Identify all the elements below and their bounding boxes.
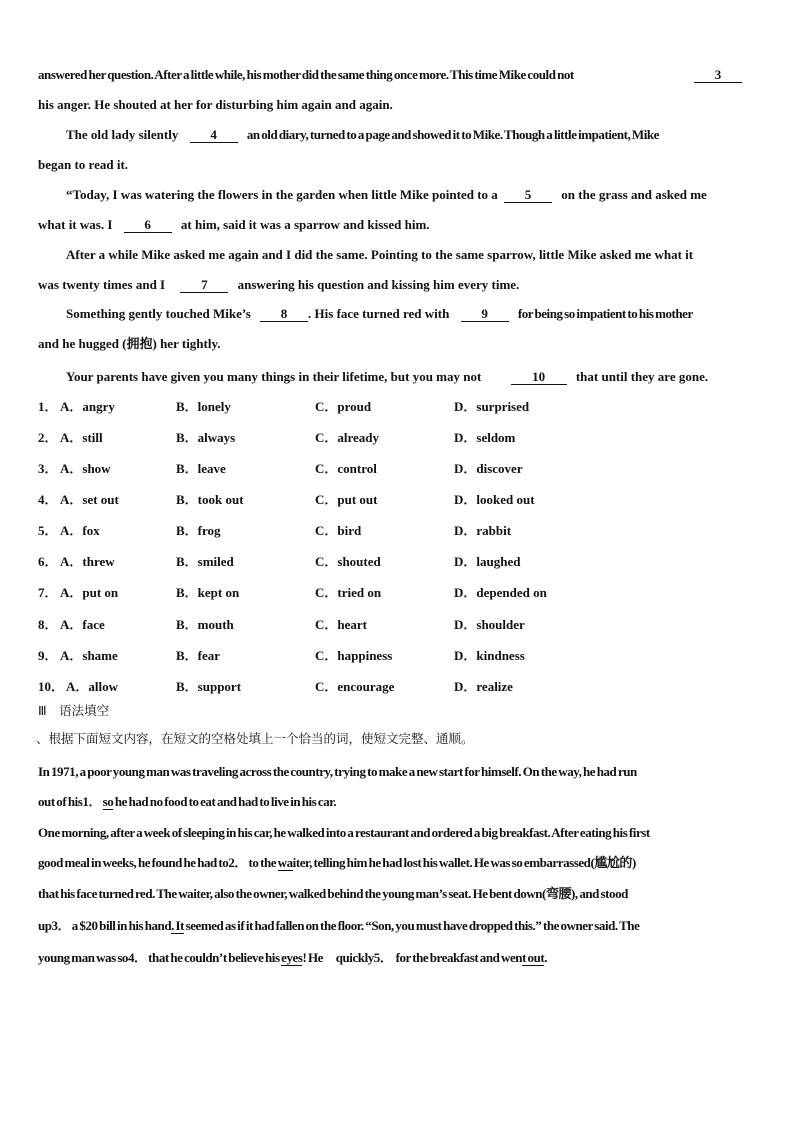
blank-9[interactable]: 9	[461, 307, 509, 322]
question-number: 7．	[38, 585, 58, 600]
option-b[interactable]: B．always	[176, 430, 236, 445]
passage-line-9	[66, 306, 693, 322]
passage-text: Your parents have given you many things in their lifetime, but you may not	[66, 369, 482, 384]
passage-text: and he hugged (拥抱) her tightly.	[38, 336, 221, 351]
passage-line-3	[66, 127, 659, 143]
passage-line-4	[38, 157, 128, 173]
question-number: 1．	[38, 399, 58, 414]
question-number: 9．	[38, 648, 58, 663]
option-a[interactable]: A．shame	[60, 648, 118, 663]
option-a[interactable]: A．set out	[60, 492, 119, 507]
question-number: 3．	[38, 461, 58, 476]
question-number: 5．	[38, 523, 58, 538]
option-d[interactable]: D．laughed	[454, 554, 521, 569]
section-instruction: 、根据下面短文内容，在短文的空格处填上一个恰当的词，使短文完整、通顺。	[36, 731, 474, 746]
question-number: 6．	[38, 554, 58, 569]
blank-5[interactable]: 5	[504, 188, 552, 203]
option-b[interactable]: B．support	[176, 679, 242, 694]
option-d[interactable]: D．kindness	[454, 648, 525, 663]
question-number: 8．	[38, 617, 58, 632]
passage-line-2	[38, 97, 393, 113]
option-c[interactable]: C．bird	[315, 523, 362, 538]
grammar-text: that his face turned red. The waiter, also the owner, walked behind the young man’s seat. He bent down(弯腰), and stood	[38, 886, 628, 901]
grammar-text: young man was so4． that he couldn’t believe his	[38, 950, 282, 965]
passage-text: what it was. I	[38, 217, 113, 232]
option-a[interactable]: A．show	[60, 461, 111, 476]
passage-text: answered her question. After a little while, his mother did the same thing once more. This time Mike could not	[38, 67, 574, 82]
grammar-text: One morning, after a week of sleeping in his car, he walked into a restaurant and ordered a big breakfast. After eating his first	[38, 825, 650, 840]
passage-text: his anger. He shouted at her for disturbing him again and again.	[38, 97, 393, 112]
grammar-text: .	[544, 950, 548, 965]
option-c[interactable]: C．tried on	[315, 585, 382, 600]
grammar-line-6	[38, 918, 639, 934]
option-d[interactable]: D．realize	[454, 679, 513, 694]
option-a[interactable]: A．threw	[60, 554, 115, 569]
blank-3-wrap	[694, 67, 742, 83]
blank-3[interactable]: 3	[694, 68, 742, 83]
blank-8[interactable]: 8	[260, 307, 308, 322]
question-number: 2．	[38, 430, 58, 445]
question-number: 4．	[38, 492, 58, 507]
option-d[interactable]: D．looked out	[454, 492, 535, 507]
passage-text: an old diary, turned to a page and showed it to Mike. Though a little impatient, Mike	[246, 127, 659, 142]
option-c[interactable]: C．encourage	[315, 679, 395, 694]
grammar-text: seemed as if it had fallen on the floor. “Son, you must have dropped this.” the owner said. The	[184, 918, 640, 933]
passage-line-11	[66, 369, 708, 385]
passage-line-10	[38, 336, 221, 352]
grammar-line-3	[38, 825, 650, 841]
passage-line-8	[38, 277, 519, 293]
option-d[interactable]: D．surprised	[454, 399, 530, 414]
option-c[interactable]: C．heart	[315, 617, 367, 632]
option-a[interactable]: A．still	[60, 430, 103, 445]
grammar-line-4	[38, 855, 636, 871]
grammar-text: out of his1．	[38, 794, 101, 809]
option-c[interactable]: C．control	[315, 461, 377, 476]
option-a[interactable]: A．allow	[66, 679, 119, 694]
grammar-underlined: so	[102, 794, 114, 809]
grammar-line-7	[38, 950, 547, 966]
passage-text: answering his question and kissing him every time.	[237, 277, 520, 292]
question-number: 10．	[38, 679, 65, 694]
option-c[interactable]: C．happiness	[315, 648, 393, 663]
grammar-text: In 1971, a poor young man was traveling across the country, trying to make a new start for himself. On the way, he had run	[38, 764, 637, 779]
option-d[interactable]: D．depended on	[454, 585, 547, 600]
passage-line-6	[38, 217, 430, 233]
grammar-text: iter, telling him he had lost his wallet. He was so embarrassed(尴尬的)	[292, 855, 636, 870]
option-b[interactable]: B．lonely	[176, 399, 231, 414]
blank-7[interactable]: 7	[180, 278, 228, 293]
grammar-text: he had no food to eat and had to live in his car.	[113, 794, 337, 809]
passage-text: The old lady silently	[66, 127, 179, 142]
passage-text: began to read it.	[38, 157, 129, 172]
grammar-text: good meal in weeks, he found he had to2． to the	[38, 855, 278, 870]
blank-4[interactable]: 4	[190, 128, 238, 143]
passage-text: Something gently touched Mike’s	[66, 306, 251, 321]
grammar-text: up3． a $20 bill in his hand	[38, 918, 172, 933]
option-b[interactable]: B．took out	[176, 492, 244, 507]
passage-text: that until they are gone.	[575, 369, 709, 384]
option-a[interactable]: A．put on	[60, 585, 119, 600]
option-b[interactable]: B．leave	[176, 461, 226, 476]
option-c[interactable]: C．put out	[315, 492, 378, 507]
grammar-underlined: . It	[171, 918, 184, 933]
passage-text: “Today, I was watering the flowers in the garden when little Mike pointed to a	[66, 187, 498, 202]
passage-text: on the grass and asked me	[561, 187, 707, 202]
option-a[interactable]: A．face	[60, 617, 105, 632]
grammar-underlined: t out	[522, 950, 545, 965]
option-d[interactable]: D．rabbit	[454, 523, 512, 538]
grammar-underlined: eyes	[281, 950, 303, 965]
option-b[interactable]: B．mouth	[176, 617, 234, 632]
option-b[interactable]: B．frog	[176, 523, 221, 538]
passage-text: was twenty times and I	[38, 277, 166, 292]
passage-line-5	[38, 187, 707, 203]
grammar-underlined: wa	[277, 855, 293, 870]
passage-line-1	[38, 67, 574, 83]
passage-line-7	[66, 247, 693, 263]
option-d[interactable]: D．seldom	[454, 430, 516, 445]
option-c[interactable]: C．proud	[315, 399, 372, 414]
option-d[interactable]: D．shoulder	[454, 617, 525, 632]
blank-6[interactable]: 6	[124, 218, 172, 233]
section-title: Ⅲ 语法填空	[38, 703, 110, 718]
option-b[interactable]: B．fear	[176, 648, 221, 663]
blank-10[interactable]: 10	[511, 370, 567, 385]
grammar-line-2	[38, 794, 336, 810]
option-a[interactable]: A．angry	[60, 399, 115, 414]
passage-text: for being so impatient to his mother	[517, 306, 693, 321]
option-b[interactable]: B．smiled	[176, 554, 234, 569]
option-c[interactable]: C．shouted	[315, 554, 381, 569]
option-c[interactable]: C．already	[315, 430, 380, 445]
passage-text: After a while Mike asked me again and I did the same. Pointing to the same sparrow, little Mike asked me what it	[66, 247, 694, 262]
option-d[interactable]: D．discover	[454, 461, 523, 476]
grammar-line-5	[38, 886, 628, 902]
grammar-text: ! He quickly5． for the breakfast and wen	[302, 950, 523, 965]
option-b[interactable]: B．kept on	[176, 585, 240, 600]
passage-text: at him, said it was a sparrow and kissed him.	[180, 217, 430, 232]
passage-text: . His face turned red with	[308, 306, 450, 321]
option-a[interactable]: A．fox	[60, 523, 100, 538]
grammar-line-1	[38, 764, 637, 780]
